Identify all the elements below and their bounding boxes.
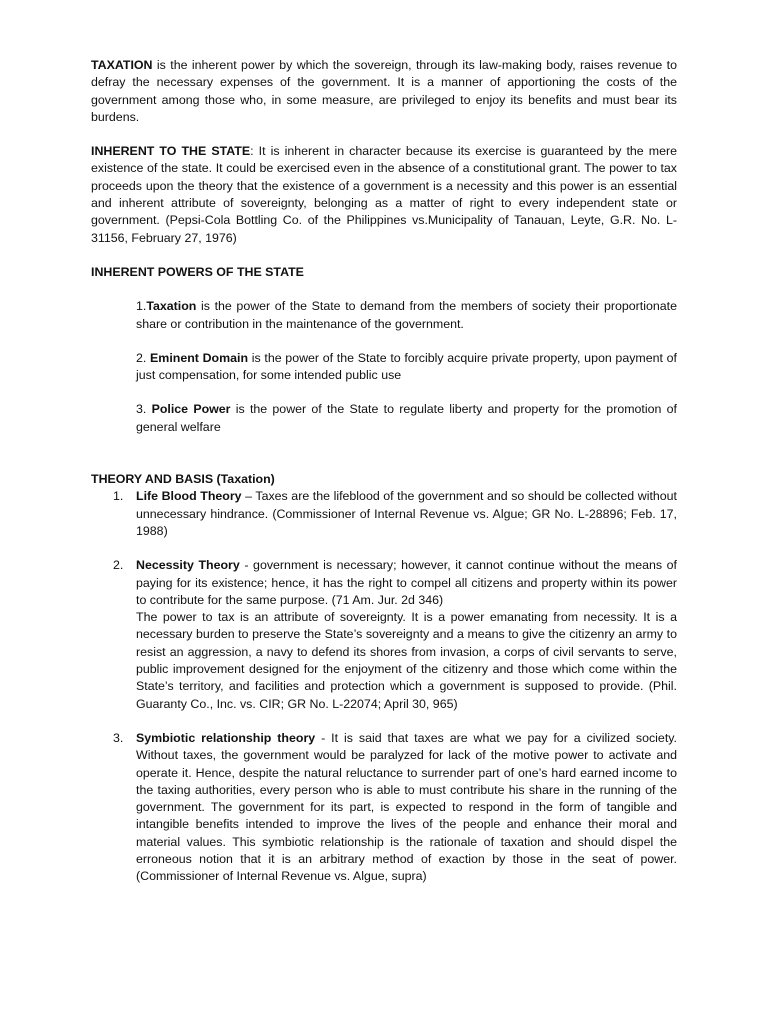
taxation-definition-text: is the inherent power by which the sovereign, through its law-making body, raises revenue to defray the necessary expenses of the government. It is a manner of apportioning the costs of the government among those who, in some measure, are privileged to enjoy its benefits and must bear its burdens.: [91, 58, 677, 124]
power-item-police-power: [136, 401, 677, 436]
theory-item-body: [136, 557, 677, 609]
document-page: [91, 57, 677, 886]
power-item-number: 3.: [136, 402, 152, 417]
power-item-text: is the power of the State to demand from the members of society their proportionate share or contribution in the maintenance of the government.: [136, 299, 677, 331]
theory-item-term: Symbiotic relationship theory: [136, 730, 316, 745]
theory-item-body: [136, 488, 677, 540]
theory-item-term: Necessity Theory: [136, 558, 240, 573]
theory-item-extra-paragraph: The power to tax is an attribute of sovereignty. It is a power emanating from necessity. It is a necessary burden to preserve the State’s sovereignty and a means to give the citizenry an army to resist an aggression, a navy to defend its shores from invasion, a corps of civil servants to serve, public improvement designed for the enjoyment of the citizenry and those which come within the State’s territory, and facilities and protection which a government is supposed to provide. (Phil. Guaranty Co., Inc. vs. CIR; GR No. L-22074; April 30, 965): [136, 610, 677, 711]
theory-item-term: Life Blood Theory: [136, 489, 242, 504]
inherent-to-state-text: : It is inherent in character because its exercise is guaranteed by the mere existence of the state. It could be exercised even in the absence of a constitutional grant. The power to tax proceeds upon the theory that the existence of a government is a necessity and this power is an essential and inherent attribute of sovereignty, belonging as a matter of right to every independent state or government. (Pepsi-Cola Bottling Co. of the Philippines vs.Municipality of Tanauan, Leyte, G.R. No. L-31156, February 27, 1976): [91, 144, 677, 245]
taxation-definition-paragraph: [91, 57, 677, 126]
theory-item-body: [136, 730, 677, 886]
term-taxation: TAXATION: [91, 58, 153, 72]
power-item-term: Eminent Domain: [150, 350, 249, 365]
power-item-taxation: [136, 298, 677, 333]
theory-item-symbiotic: [91, 730, 677, 886]
power-item-number: 1.: [136, 299, 147, 314]
term-inherent-to-state: INHERENT TO THE STATE: [91, 144, 251, 159]
theory-item-text: - It is said that taxes are what we pay for a civilized society. Without taxes, the government would be paralyzed for lack of the motive power to activate and operate it. Hence, despite the natural reluctance to surrender part of one’s hard earned income to the taxing authorities, every person who is able to must contribute his share in the running of the government. The government for its part, is expected to respond in the form of tangible and intangible benefits intended to improve the lives of the people and enhance their moral and material values. This symbiotic relationship is the rationale of taxation and should dispel the erroneous notion that it is an arbitrary method of exaction by those in the seat of power. (Commissioner of Internal Revenue vs. Algue, supra): [136, 730, 677, 884]
power-item-number: 2.: [136, 350, 151, 365]
power-item-term: Police Power: [151, 402, 231, 417]
power-item-text: is the power of the State to forcibly acquire private property, upon payment of just compensation, for some intended public use: [136, 350, 677, 383]
theory-item-text: - government is necessary; however, it cannot continue without the means of paying for its existence; hence, it has the right to compel all citizens and property within its power to contribute for the same purpose. (71 Am. Jur. 2d 346): [136, 558, 677, 607]
theory-item-number: 3.: [113, 730, 124, 745]
theory-item-necessity: [91, 557, 677, 713]
power-item-eminent-domain: [136, 350, 677, 385]
theory-basis-heading: THEORY AND BASIS (Taxation): [91, 472, 275, 487]
inherent-powers-heading: INHERENT POWERS OF THE STATE: [91, 264, 304, 279]
power-item-text: is the power of the State to regulate liberty and property for the promotion of general welfare: [136, 402, 677, 434]
inherent-powers-list: [136, 298, 677, 436]
theory-list: [91, 488, 677, 885]
theory-item-number: 2.: [113, 558, 124, 573]
theory-item-life-blood: [91, 488, 677, 540]
theory-item-text: – Taxes are the lifeblood of the government and so should be collected without unnecessary hindrance. (Commissioner of Internal Revenue vs. Algue; GR No. L-28896; Feb. 17, 1988): [136, 489, 677, 538]
theory-item-number: 1.: [113, 489, 124, 504]
power-item-term: Taxation: [146, 299, 197, 314]
inherent-to-state-paragraph: [91, 143, 677, 247]
